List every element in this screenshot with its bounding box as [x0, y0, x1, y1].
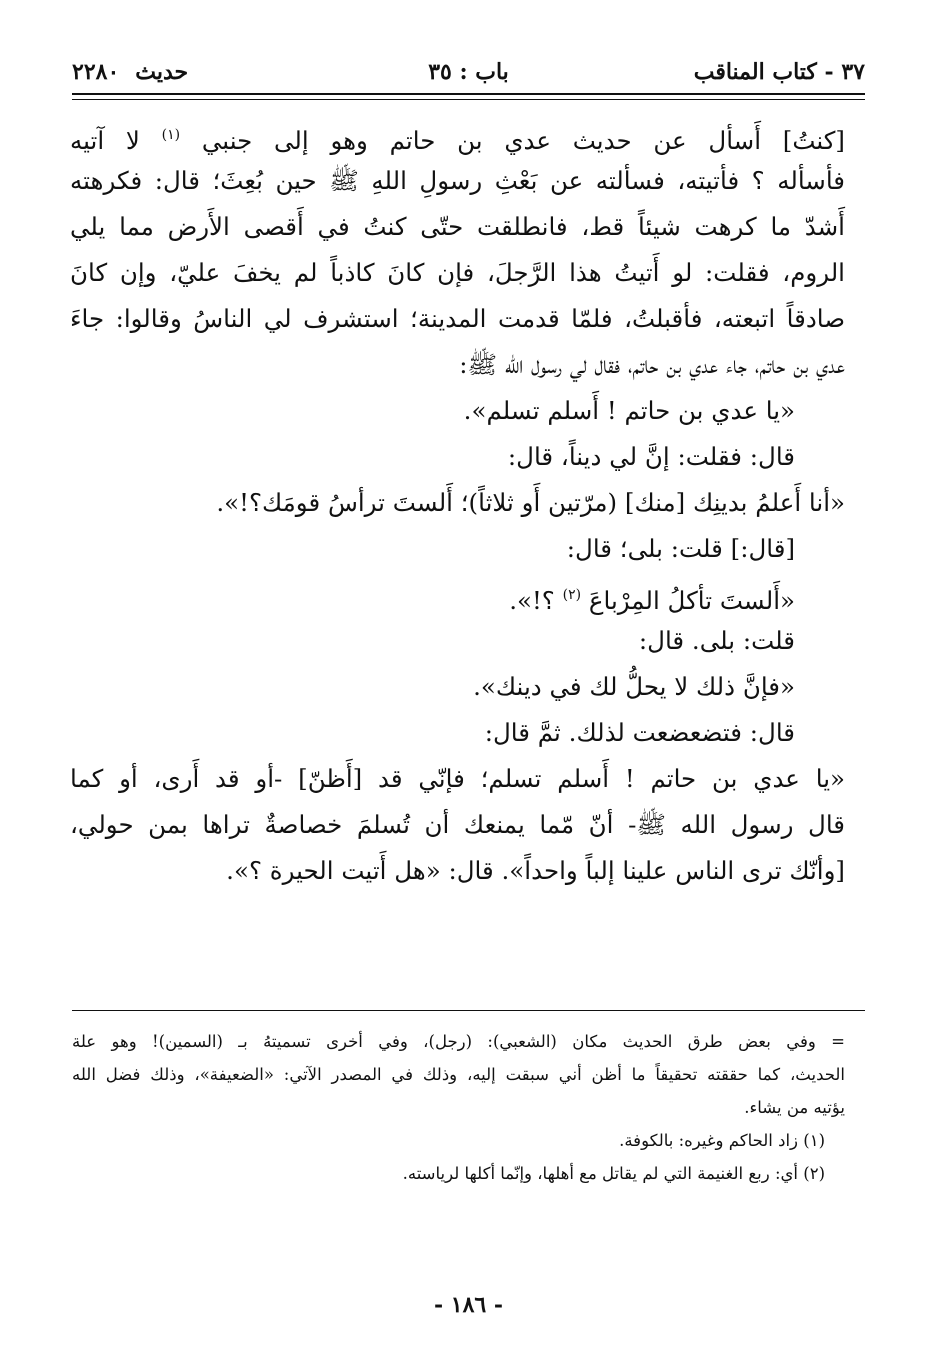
- running-header: [72, 52, 865, 92]
- text-line: «يا عدي بن حاتم ! أَسلم تسلم؛ فإنّي قد [أَظنّ] -أو قد أَرى، أو كما: [70, 764, 845, 793]
- text-line: قال رسول الله ﷺ- أنّ مّما يمنعك أن تُسلمَ خصاصةٌ تراها بمن حولي،: [70, 810, 845, 839]
- text-line: فأسأله ؟ فأتيته، فسألته عن بَعْثِ رسولِ اللهِ ﷺ حين بُعِثَ؛ قال: فكرهته: [70, 166, 845, 195]
- text-line: [كنتُ] أَسأل عن حديث عدي بن حاتم وهو إلى جنبي $^{(١)}$ لا آتيه: [70, 126, 845, 155]
- footnote-continuation: = وفي بعض طرق الحديث مكان (الشعبي): (رجل)، وفي أخرى تسميتهُ بـ (السمين)! وهو علة: [72, 1032, 845, 1051]
- footnotes: [72, 1025, 845, 1190]
- hadith-text: [70, 112, 845, 894]
- footnote-separator: [72, 1010, 865, 1011]
- header-rule: [72, 93, 865, 100]
- footnote-ref-2: (٢): [562, 587, 582, 603]
- footnote-ref-1: (١): [161, 127, 181, 143]
- text-line: [قال:] قلت: بلى؛ قال:: [566, 534, 795, 563]
- text-line: قلت: بلى. قال:: [638, 626, 795, 655]
- text-line: «أَلستَ تأكلُ المِرْباعَ $^{(٢)}$ ؟!».: [509, 586, 795, 615]
- text-line: «يا عدي بن حاتم ! أَسلم تسلم».: [463, 396, 795, 425]
- page-number: - ١٨٦ -: [433, 1292, 504, 1318]
- section-label: باب : ٣٥: [428, 59, 509, 85]
- hadith-number: ٢٢٨٠: [72, 59, 120, 85]
- text-line: قال: فقلت: إنَّ لي ديناً، قال:: [507, 442, 795, 471]
- text-line: أَشدّ ما كرهت شيئاً قط، فانطلقت حتّى كنتُ في أَقصى الأَرض مما يلي: [70, 212, 845, 241]
- footnote-1: (١) زاد الحاكم وغيره: بالكوفة.: [619, 1131, 825, 1150]
- footnote-continuation: الحديث، كما حققته تحقيقاً ما أظن أني سبقت إليه، وذلك في المصدر الآتي: «الضعيفة»، وذلك فضل الله: [72, 1065, 845, 1084]
- footnote-continuation: يؤتيه من يشاء.: [744, 1098, 845, 1117]
- text-line: «أنا أَعلمُ بدينِك [منك] (مرّتين أَو ثلاثاً)؛ أَلستَ ترأسُ قومَك؟!».: [216, 488, 845, 517]
- text-line: عدي بن حاتم، جاء عدي بن حاتم، فقال لي رسول الله ﷺ:: [459, 350, 845, 379]
- text-line: «فإنَّ ذلك لا يحلُّ لك في دينك».: [473, 672, 795, 701]
- hadith-label: حديث: [135, 59, 189, 85]
- text-line: الروم، فقلت: لو أَتيتُ هذا الرَّجلَ، فإن كانَ كاذباً لم يخفَ عليّ، وإن كانَ: [70, 258, 845, 287]
- footnote-2: (٢) أي: ربع الغنيمة التي لم يقاتل مع أهلها، وإنّما أكلها لرياسته.: [402, 1164, 825, 1183]
- text-line: قال: فتضعضعت لذلك. ثمَّ قال:: [484, 718, 795, 747]
- text-line: صادقاً اتبعته، فأقبلتُ، فلمّا قدمت المدينة؛ استشرف لي الناسُ وقالوا: جاءَ: [70, 304, 845, 333]
- text-line: [وأنّك ترى الناس علينا إلباً واحداً». قال: «هل أَتيت الحيرة ؟».: [226, 856, 845, 885]
- chapter-title: ٣٧ - كتاب المناقب: [693, 59, 865, 85]
